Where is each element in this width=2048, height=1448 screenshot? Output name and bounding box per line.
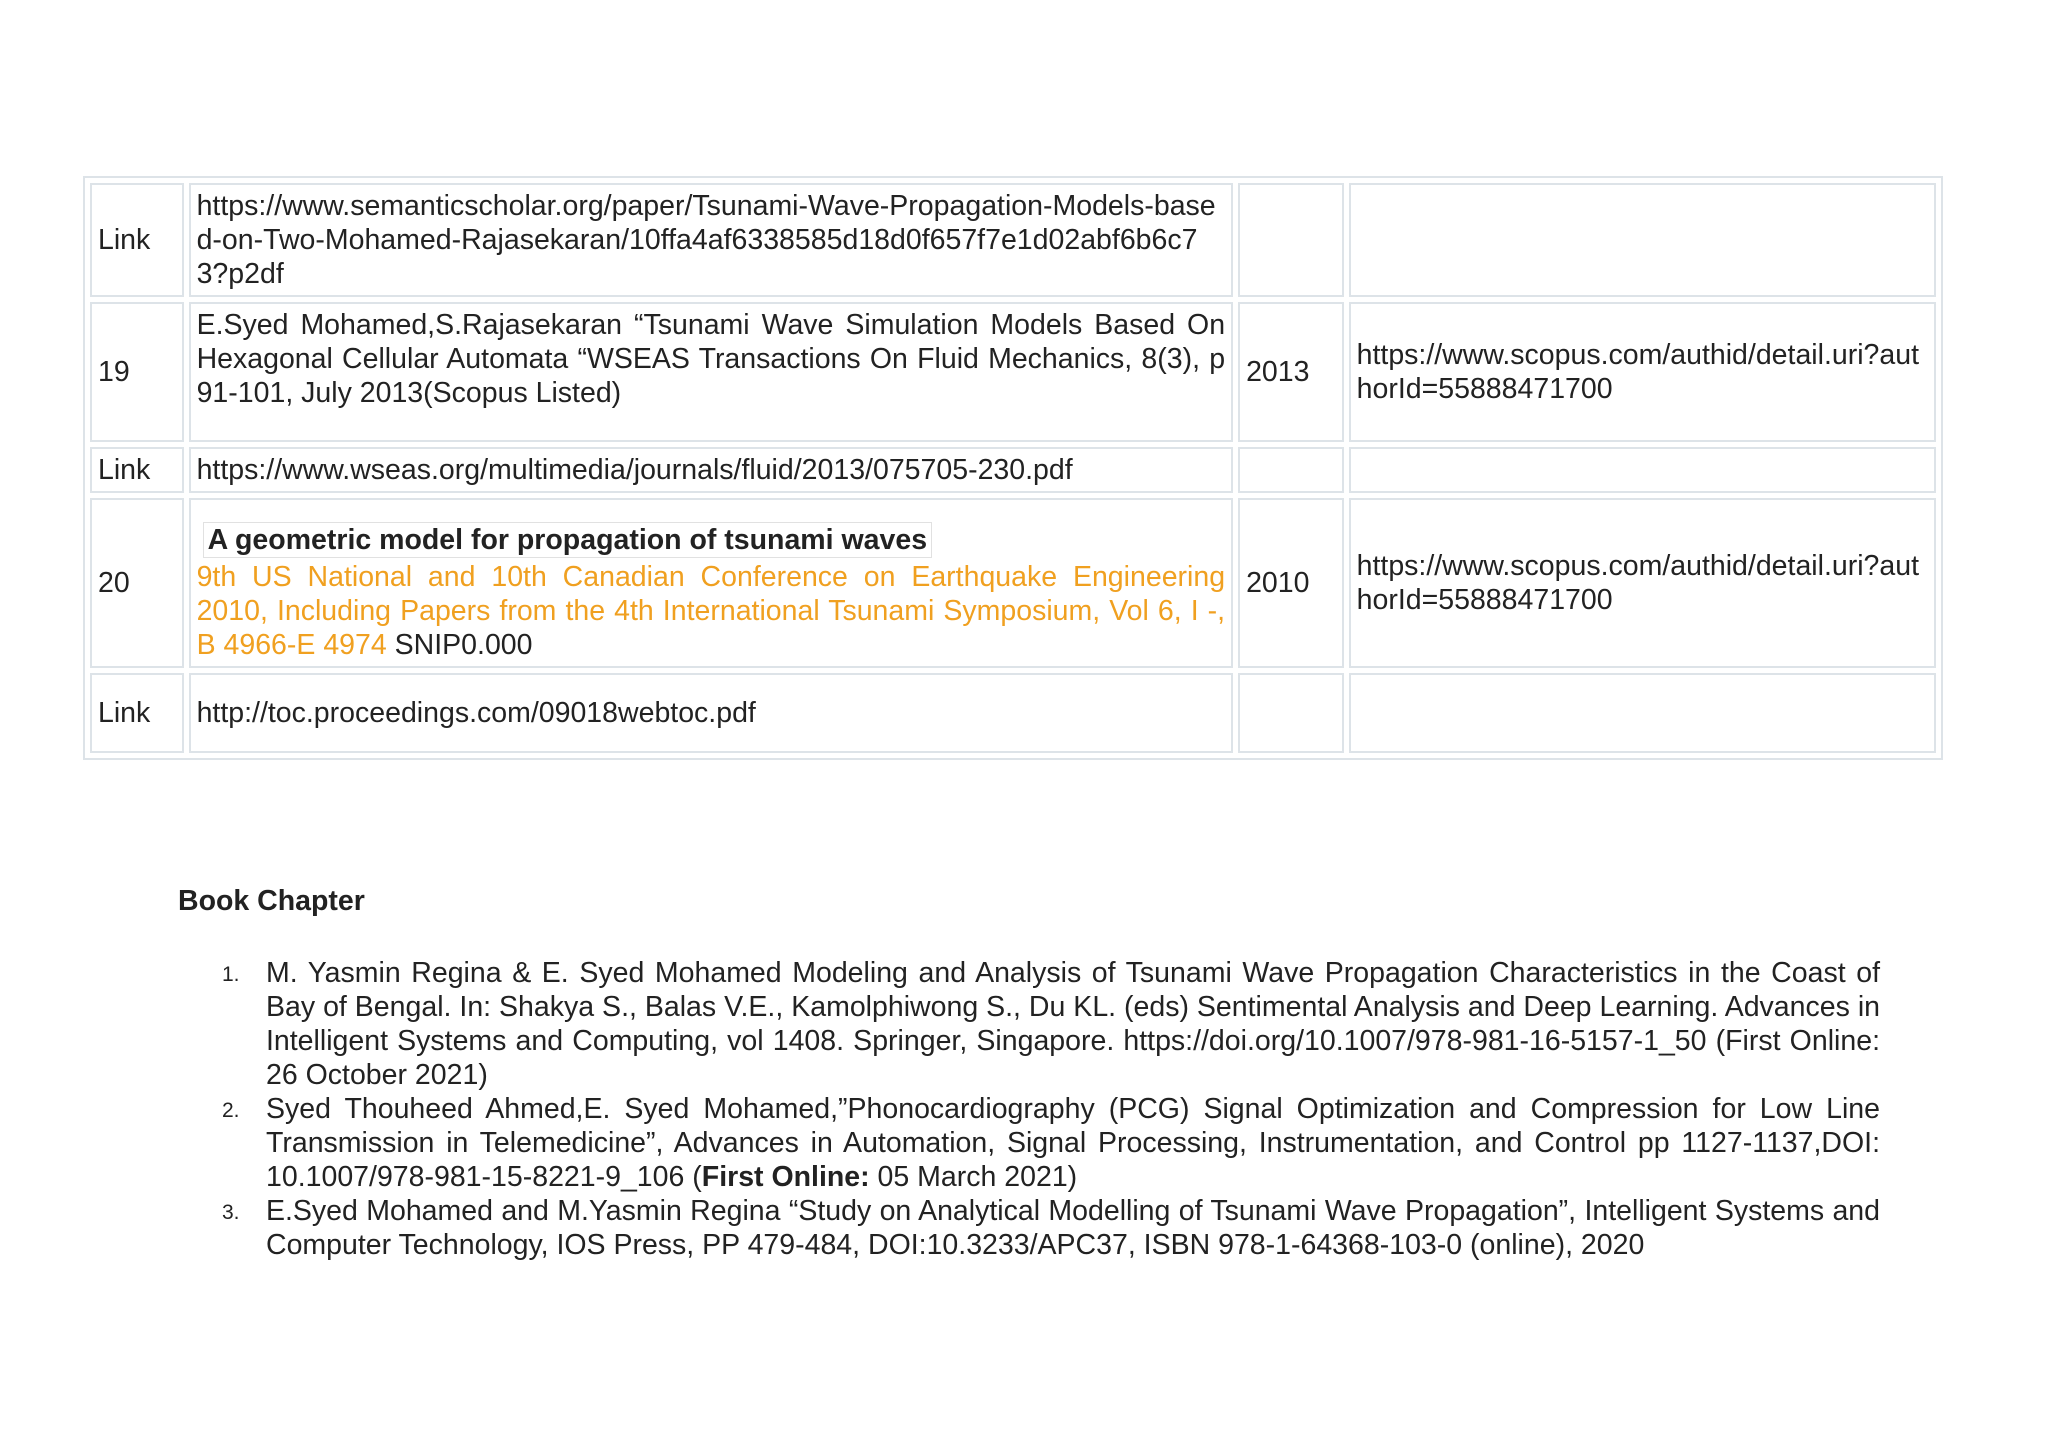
table-row [90,302,1936,442]
row-label: Link [90,183,184,297]
paper-link[interactable]: https://www.semanticscholar.org/paper/Tsunami-Wave-Propagation-Models-based-on-Two-Mohamed-Rajasekaran/10ffa4af6338585d18d0f657f7e1d02abf6b6c73?p2df [189,183,1234,297]
index-url-cell [1349,673,1936,753]
row-label: Link [90,447,184,493]
paper-title: A geometric model for propagation of tsunami waves [203,522,932,558]
publications-table [83,176,1943,760]
table-row [90,673,1936,753]
paper-link[interactable]: https://www.wseas.org/multimedia/journals/fluid/2013/075705-230.pdf [189,447,1234,493]
index-url-cell [1349,447,1936,493]
list-number: 1. [222,963,240,986]
chapter-citation: M. Yasmin Regina & E. Syed Mohamed Modeling and Analysis of Tsunami Wave Propagation Characteristics in the Coast of Bay of Bengal. In: Shakya S., Balas V.E., Kamolphiwong S., Du KL. (eds) Sentimental Analysis and Deep Learning. Advances in Intelligent Systems and Computing, vol 1408. Springer, Singapore. https://doi.org/10.1007/978-981-16-5157-1_50 (First Online: 26 October 2021) [266,957,1880,1091]
paper-description: E.Syed Mohamed,S.Rajasekaran “Tsunami Wave Simulation Models Based On Hexagonal Cellular Automata “WSEAS Transactions On Fluid Mechanics, 8(3), p 91-101, July 2013(Scopus Listed) [189,302,1234,442]
book-chapter-list [220,956,1880,1262]
table-row [90,183,1936,297]
venue-link[interactable]: 9th US National and 10th Canadian Conference on Earthquake Engineering 2010, Including Papers from the 4th International Tsunami Symposium, Vol 6, I -, B 4966-E 4974 [196,561,1226,661]
list-number: 3. [222,1201,240,1224]
table-row [90,447,1936,493]
table-row [90,498,1936,668]
year-cell: 2010 [1238,498,1344,668]
first-online-date: 05 March 2021) [869,1161,1078,1193]
paper-link[interactable]: http://toc.proceedings.com/09018webtoc.pdf [189,673,1234,753]
list-number: 2. [222,1099,240,1122]
snip-value: SNIP0.000 [386,629,533,661]
chapter-citation: E.Syed Mohamed and M.Yasmin Regina “Study on Analytical Modelling of Tsunami Wave Propagation”, Intelligent Systems and Computer Technology, IOS Press, PP 479-484, DOI:10.3233/APC37, ISBN 978-1-64368-103-0 (online), 2020 [266,1195,1880,1261]
year-cell [1238,447,1344,493]
year-cell: 2013 [1238,302,1344,442]
row-number: 19 [90,302,184,442]
scopus-link[interactable]: https://www.scopus.com/authid/detail.uri?authorId=55888471700 [1349,498,1936,668]
list-item [220,956,1880,1092]
chapter-citation: Syed Thouheed Ahmed,E. Syed Mohamed,”Phonocardiography (PCG) Signal Optimization and Compression for Low Line Transmission in Telemedicine”, Advances in Automation, Signal Processing, Instrumentation, and Control pp 1127-1137,DOI: 10.1007/978-981-15-8221-9_106 ( [266,1093,1880,1193]
year-cell [1238,673,1344,753]
paper-description [189,498,1234,668]
section-heading: Book Chapter [178,885,365,917]
list-item [220,1194,1880,1262]
scopus-link[interactable]: https://www.scopus.com/authid/detail.uri?authorId=55888471700 [1349,302,1936,442]
row-label: Link [90,673,184,753]
first-online-label: First Online: [701,1161,870,1193]
row-number: 20 [90,498,184,668]
list-item [220,1092,1880,1194]
index-url-cell [1349,183,1936,297]
year-cell [1238,183,1344,297]
